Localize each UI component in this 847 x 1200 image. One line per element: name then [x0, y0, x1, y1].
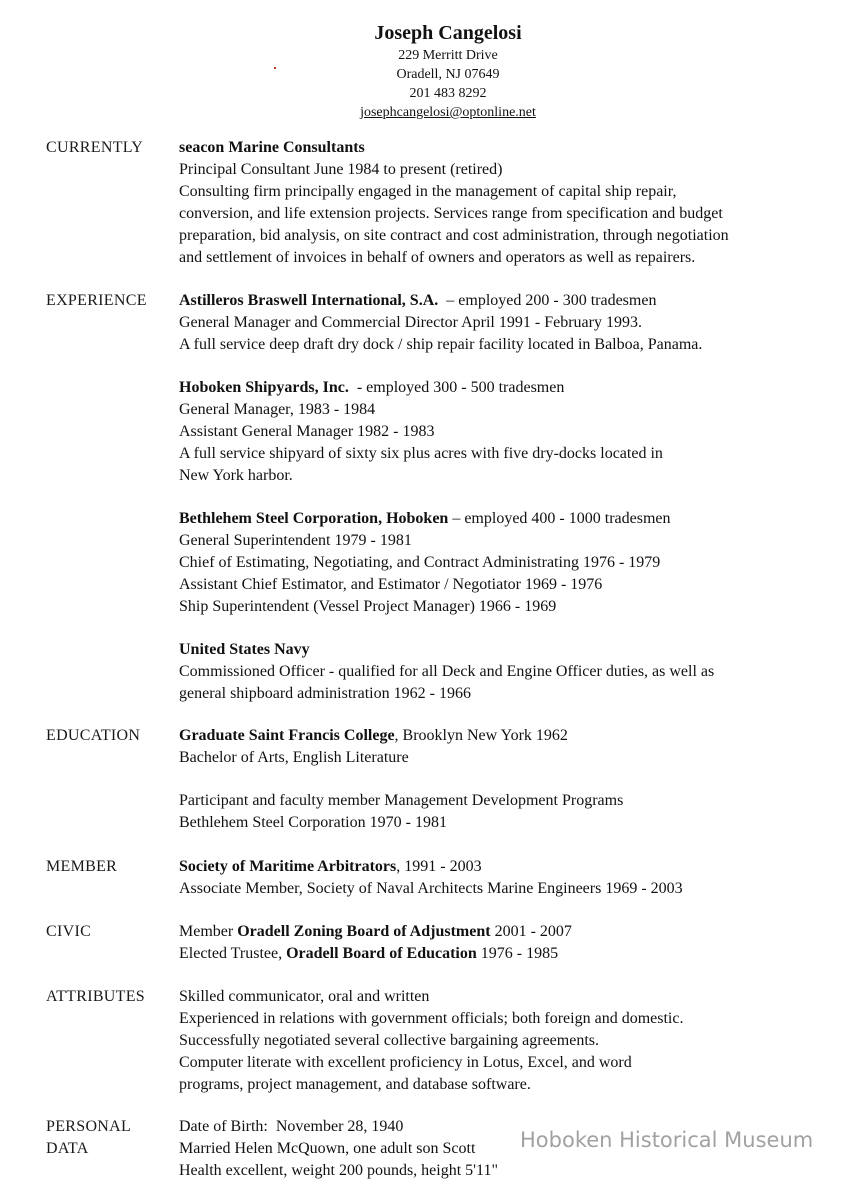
content-line: Date of Birth: November 28, 1940: [179, 1118, 404, 1135]
content-line: General Manager and Commercial Director April 1991 - February 1993.: [179, 314, 642, 331]
company-name: Astilleros Braswell International, S.A.: [179, 292, 439, 309]
employee-count: – employed 200 - 300 tradesmen: [438, 292, 657, 309]
school-name: Graduate Saint Francis College: [179, 727, 395, 744]
org-name: Society of Maritime Arbitrators: [179, 858, 397, 875]
content-line: Assistant Chief Estimator, and Estimator / Negotiator 1969 - 1976: [179, 576, 603, 593]
phone-number: 201 483 8292: [409, 86, 487, 101]
content-line: and settlement of invoices in behalf of owners and operators as well as repairers.: [179, 249, 696, 266]
company-name: Bethlehem Steel Corporation, Hoboken: [179, 510, 449, 527]
civic-org: Oradell Board of Education: [286, 945, 477, 962]
content-line: Experienced in relations with government officials; both foreign and domestic.: [179, 1010, 684, 1027]
section-content: [179, 137, 829, 269]
company-name: Hoboken Shipyards, Inc.: [179, 379, 349, 396]
content-line: Health excellent, weight 200 pounds, height 5'11": [179, 1162, 498, 1179]
email-address: josephcangelosi@optonline.net: [360, 105, 536, 120]
civic-years: 1976 - 1985: [476, 945, 559, 962]
content-line: Skilled communicator, oral and written: [179, 988, 430, 1005]
content-line: Married Helen McQuown, one adult son Scott: [179, 1140, 476, 1157]
content-line: conversion, and life extension projects. Services range from specification and budget: [179, 205, 723, 222]
museum-watermark: Hoboken Historical Museum: [520, 1128, 814, 1152]
school-line: [179, 725, 829, 747]
label-line: PERSONAL: [46, 1118, 132, 1135]
content-line: General Superintendent 1979 - 1981: [179, 532, 412, 549]
employee-count: – employed 400 - 1000 tradesmen: [448, 510, 671, 527]
civic-role: Elected Trustee,: [179, 945, 287, 962]
section-content: [179, 921, 829, 965]
content-line: Successfully negotiated several collective bargaining agreements.: [179, 1032, 599, 1049]
job-header: [179, 290, 829, 312]
content-line: Assistant General Manager 1982 - 1983: [179, 423, 435, 440]
job-header: [179, 377, 829, 399]
content-line: New York harbor.: [179, 467, 293, 484]
employee-count: - employed 300 - 500 tradesmen: [348, 379, 565, 396]
street-address: 229 Merritt Drive: [398, 48, 498, 63]
content-line: Principal Consultant June 1984 to present (retired): [179, 161, 503, 178]
content-line: preparation, bid analysis, on site contract and cost administration, through negotiation: [179, 227, 729, 244]
company-name: seacon Marine Consultants: [179, 139, 365, 156]
content-line: Participant and faculty member Management Development Programs: [179, 792, 624, 809]
section-label: EDUCATION: [46, 727, 141, 744]
company-name: United States Navy: [179, 641, 310, 658]
school-location: , Brooklyn New York 1962: [394, 727, 568, 744]
civic-line: [179, 943, 829, 965]
civic-org: Oradell Zoning Board of Adjustment: [237, 923, 491, 940]
content-line: Chief of Estimating, Negotiating, and Contract Administrating 1976 - 1979: [179, 554, 661, 571]
content-line: general shipboard administration 1962 - 1966: [179, 685, 471, 702]
section-label: CURRENTLY: [46, 139, 144, 156]
applicant-name: Joseph Cangelosi: [374, 22, 522, 44]
civic-years: 2001 - 2007: [490, 923, 572, 940]
section-content: [179, 856, 829, 900]
civic-line: [179, 921, 829, 943]
content-line: Computer literate with excellent proficiency in Lotus, Excel, and word: [179, 1054, 632, 1071]
membership-years: , 1991 - 2003: [396, 858, 482, 875]
resume-header: [250, 20, 646, 122]
section-label: MEMBER: [46, 858, 118, 875]
section-label: CIVIC: [46, 923, 92, 940]
content-line: General Manager, 1983 - 1984: [179, 401, 376, 418]
section-content: [179, 290, 829, 705]
section-content: [179, 725, 829, 834]
content-line: Commissioned Officer - qualified for all Deck and Engine Officer duties, as well as: [179, 663, 715, 680]
membership-line: [179, 856, 829, 878]
section-label: EXPERIENCE: [46, 292, 147, 309]
section-label: [46, 1116, 131, 1160]
content-line: Consulting firm principally engaged in the management of capital ship repair,: [179, 183, 677, 200]
content-line: Bethlehem Steel Corporation 1970 - 1981: [179, 814, 447, 831]
content-line: A full service shipyard of sixty six plus acres with five dry-docks located in: [179, 445, 663, 462]
section-label: ATTRIBUTES: [46, 988, 145, 1005]
content-line: programs, project management, and database software.: [179, 1076, 531, 1093]
degree: Bachelor of Arts, English Literature: [179, 749, 409, 766]
label-line: DATA: [46, 1140, 89, 1157]
content-line: A full service deep draft dry dock / ship repair facility located in Balboa, Panama.: [179, 336, 703, 353]
job-header: [179, 508, 829, 530]
content-line: Associate Member, Society of Naval Architects Marine Engineers 1969 - 2003: [179, 880, 683, 897]
civic-role: Member: [179, 923, 238, 940]
city-state-zip: Oradell, NJ 07649: [396, 67, 500, 82]
content-line: Ship Superintendent (Vessel Project Manager) 1966 - 1969: [179, 598, 557, 615]
section-content: [179, 986, 829, 1096]
